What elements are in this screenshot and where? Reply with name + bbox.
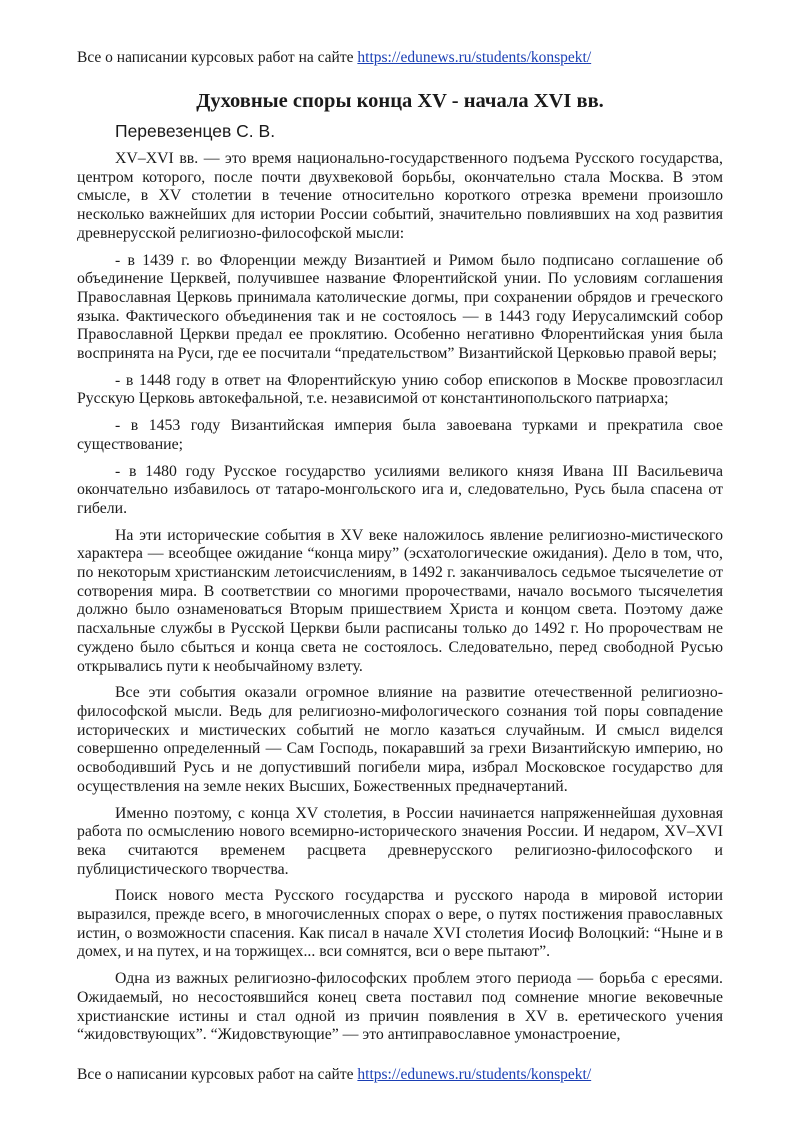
document-author: Перевезенцев С. В.: [115, 121, 276, 141]
paragraph-influence: Все эти события оказали огромное влияние на развитие отечественной религиозно-философской мысли. Ведь для религиозно-мифологического сознания той поры совпадение исторических и мистических событий не могло казаться случайным. И смысл виделся совершенно определенный — Сам Господь, покаравший за грехи Византийскую империю, но освободивший Русь и не допустивший погибели мира, избрал Московское государство для осуществления на земле неких Высших, Божественных предначертаний.: [77, 684, 723, 795]
paragraph-florence-union: - в 1439 г. во Флоренции между Византией и Римом было подписано соглашение об объединение Церквей, получившее название Флорентийской унии. По условиям соглашения Православная Церковь принимала католические догмы, при сохранении обрядов и греческого языка. Фактического объединения так и не состоялось — в 1443 году Иерусалимский собор Православной Церкви предал ее проклятию. Особенно негативно Флорентийская уния была воспринята на Руси, где ее посчитали “предательством” Византийской Церковью правой веры;: [77, 251, 723, 363]
paragraph-disputes: Поиск нового места Русского государства и русского народа в мировой истории выразился, прежде всего, в многочисленных спорах о вере, о путях постижения православных истин, о возможности спасения. Как писал в начале XVI столетия Иосиф Волоцкий: “Ныне и в домех, и на путех, и на торжищех... вси сомнятся, вси о вере пытают”.: [77, 887, 723, 961]
document-page: [77, 0, 723, 1131]
paragraph-byzantium-fall: - в 1453 году Византийская империя была завоевана турками и прекратила свое существование;: [77, 417, 723, 453]
header-text: Все о написании курсовых работ на сайте: [77, 49, 358, 66]
document-body: [77, 150, 723, 1053]
paragraph-autocephaly: - в 1448 году в ответ на Флорентийскую унию собор епископов в Москве провозгласил Русскую Церковь автокефальной, т.е. независимой от константинопольского патриарха;: [77, 371, 723, 408]
header-link[interactable]: https://edunews.ru/students/konspekt/: [357, 49, 592, 66]
footer-text: Все о написании курсовых работ на сайте: [77, 1066, 358, 1083]
paragraph-intro: XV–XVI вв. — это время национально-государственного подъема Русского государства, центром которого, после почти двухвековой борьбы, окончательно стала Москва. В этом смысле, в XV столетии в течение относительно короткого отрезка времени произошло несколько важнейших для истории России событий, значительно повлиявших на ход развития древнерусской религиозно-философской мысли:: [77, 150, 723, 242]
document-title: Духовные споры конца XV - начала XVI вв.: [196, 90, 604, 112]
page-header: [77, 48, 591, 68]
paragraph-heresies: Одна из важных религиозно-философских проблем этого периода — борьба с ересями. Ожидаемый, но несостоявшийся конец света поставил под сомнение многие вековечные христианские истины и стал одной из причин появления в XV в. еретического учения “жидовствующих”. “Жидовствующие” — это антиправославное умонастроение,: [77, 970, 723, 1044]
footer-link[interactable]: https://edunews.ru/students/konspekt/: [357, 1066, 592, 1083]
paragraph-spiritual-work: Именно поэтому, с конца XV столетия, в России начинается напряженнейшая духовная работа по осмыслению нового всемирно-исторического значения России. И недаром, XV–XVI века считаются временем расцвета древнерусского религиозно-философского и публицистического творчества.: [77, 804, 723, 878]
paragraph-end-of-world: На эти исторические события в XV веке наложилось явление религиозно-мистического характера — всеобщее ожидание “конца миру” (эсхатологические ожидания). Дело в том, что, по некоторым христианским летоисчислениям, в 1492 г. заканчивалось седьмое тысячелетие от сотворения мира. В соответствии со многими пророчествами, начало восьмого тысячелетия должно было ознаменоваться Вторым пришествием Христа и концом света. Поэтому даже пасхальные службы в Русской Церкви были расписаны только до 1492 г. Но пророчествам не суждено было сбыться и конца света не состоялось. Следовательно, перед свободной Русью открывались пути к необычайному взлету.: [77, 526, 723, 675]
page-footer: [77, 1065, 591, 1085]
paragraph-yoke-end: - в 1480 году Русское государство усилиями великого князя Ивана III Васильевича окончательно избавилось от татаро-монгольского ига и, следовательно, Русь была спасена от гибели.: [77, 462, 723, 517]
